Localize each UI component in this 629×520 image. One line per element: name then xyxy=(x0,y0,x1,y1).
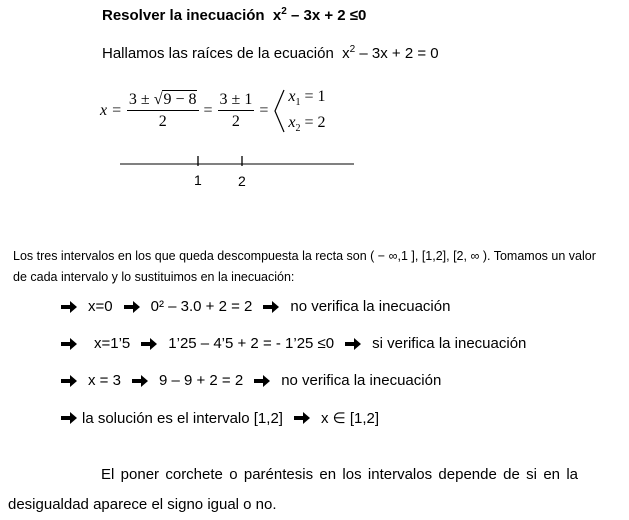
sqrt-radicand: 9 − 8 xyxy=(163,91,197,109)
tick-label-1: 1 xyxy=(194,172,202,188)
bold-right-arrow-icon xyxy=(60,337,78,351)
bold-right-arrow-icon xyxy=(60,374,78,388)
root-1: $x_1 = 1$ xyxy=(288,88,326,109)
roots-intro-text: Hallamos las raíces de la ecuación xyxy=(102,45,334,62)
check-row-2 xyxy=(60,335,526,352)
solution-row xyxy=(60,409,379,427)
check-row-1 xyxy=(60,298,450,315)
intervals-line-2: de cada intervalo y lo sustituimos en la inecuación: xyxy=(13,270,295,284)
intervals-line-1: Los tres intervalos en los que queda descompuesta la recta son ( − ∞,1 ], [1,2], [2, ∞ ). Tomamos un valor xyxy=(13,249,596,263)
bold-right-arrow-icon xyxy=(262,300,280,314)
fraction-simplified: $\frac{3 \pm 1}{2}$ xyxy=(219,91,253,131)
exercise-title xyxy=(102,6,366,24)
title-text: Resolver la inecuación xyxy=(102,7,265,24)
bold-right-arrow-icon xyxy=(253,374,271,388)
fraction-sqrt: $\frac{3 \pm √9 - 8}{2}$ xyxy=(128,91,197,131)
check-row-3 xyxy=(60,372,441,389)
check-value: x=0 xyxy=(88,298,113,315)
root-2: $x_2 = 2$ xyxy=(288,114,326,135)
bold-right-arrow-icon xyxy=(60,411,78,425)
closing-paragraph xyxy=(8,460,578,520)
roots-list xyxy=(288,88,325,134)
bold-right-arrow-icon xyxy=(140,337,158,351)
quadratic-formula xyxy=(100,88,325,134)
check-calculation: 0² – 3.0 + 2 = 2 xyxy=(150,298,253,315)
bold-right-arrow-icon xyxy=(60,300,78,314)
intervals-paragraph xyxy=(13,246,596,288)
check-result: no verifica la inecuación xyxy=(290,298,451,315)
check-value: x = 3 xyxy=(88,372,121,389)
equals-sign-2: = xyxy=(259,102,269,120)
check-result: no verifica la inecuación xyxy=(281,372,442,389)
bold-right-arrow-icon xyxy=(344,337,362,351)
bold-right-arrow-icon xyxy=(293,411,311,425)
solution-text: la solución es el intervalo [1,2] xyxy=(82,409,283,427)
roots-intro xyxy=(102,44,439,62)
bold-right-arrow-icon xyxy=(131,374,149,388)
number-line xyxy=(120,152,360,168)
interval-first: ( − ∞,1 ] xyxy=(370,249,415,263)
check-value: x=1’5 xyxy=(94,335,131,352)
tick-label-2: 2 xyxy=(238,173,246,189)
title-expression: $x^2 - 3x + 2 \le 0$ xyxy=(272,6,367,24)
check-calculation: 9 – 9 + 2 = 2 xyxy=(158,372,244,389)
branch-bracket-icon xyxy=(273,88,285,134)
check-result: si verifica la inecuación xyxy=(372,335,527,352)
fraction-denominator: 2 xyxy=(158,113,167,131)
bold-right-arrow-icon xyxy=(123,300,141,314)
formula-x: x = xyxy=(100,102,122,120)
closing-text: El poner corchete o paréntesis en los intervalos depende de si en la desigualdad aparece el signo igual o no. xyxy=(8,466,578,513)
equation-expression: $x^2 - 3x + 2 = 0$ xyxy=(342,44,439,62)
solution-expression: x ∈ [1,2] xyxy=(320,410,380,427)
equals-sign: = xyxy=(203,102,213,120)
check-calculation: 1’25 – 4’5 + 2 = - 1’25 ≤0 xyxy=(168,335,335,352)
